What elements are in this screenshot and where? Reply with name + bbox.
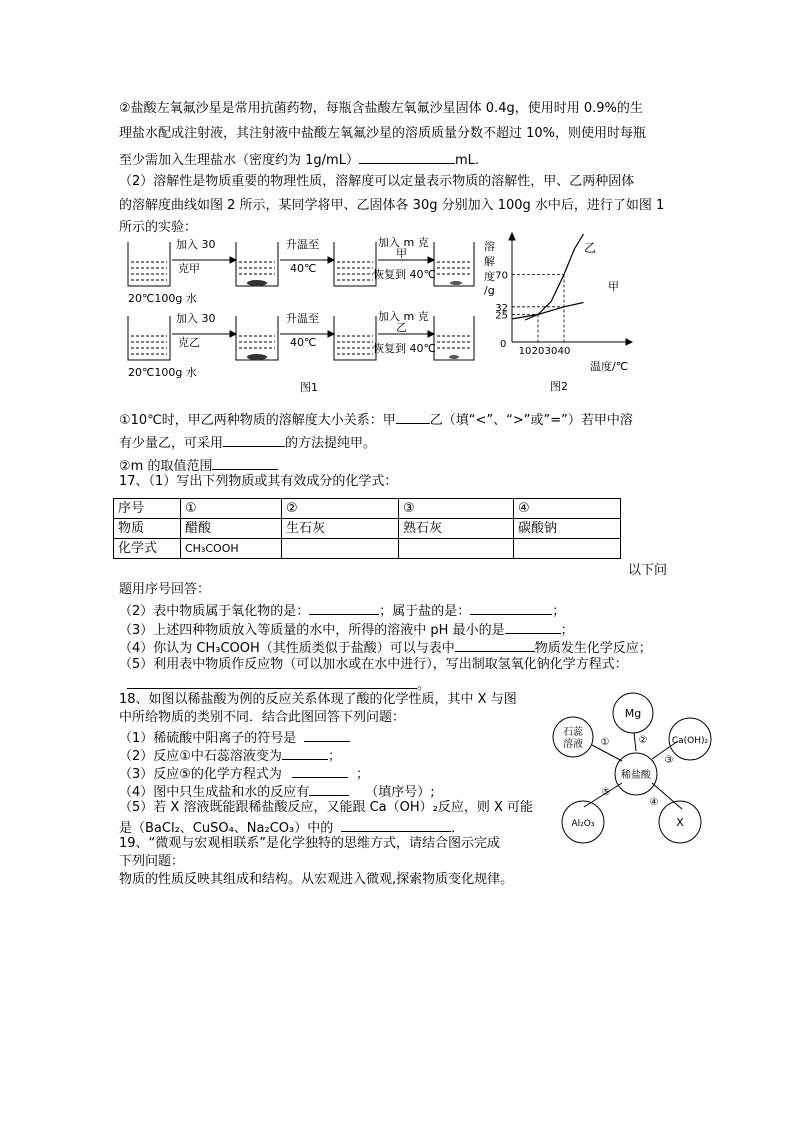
q17-q3-text-a: （3）上述四种物质放入等质量的水中，所得的溶液中 pH 最小的是 [119,623,505,638]
table-cell: 化学式 [114,539,181,559]
edge-label-3: ③ [664,755,674,766]
table-cell-answer[interactable] [514,539,621,559]
q19-line1: 19、“微观与宏观相联系”是化学独特的思维方式，请结合图示完成 [119,836,501,851]
q16-sub2-text: ②m 的取值范围 [119,459,213,474]
q17-title: 17、（1）写出下列物质或其有效成分的化学式： [119,474,398,489]
q17-after-b: 题用序号回答： [119,582,211,597]
q18-line7: （5）若 X 溶液既能跟稀盐酸反应，又能跟 Ca（OH）₂反应，则 X 可能 [119,800,534,815]
q17-q3-text-b: ； [560,623,574,638]
answer-blank[interactable] [396,409,430,424]
q16-p2-line3: 所示的实验： [119,220,198,235]
figure-1-beakers [118,234,478,394]
q16-sub1-text-c: 有少量乙，可采用 [119,436,224,451]
precipitate-beaker-4-row2 [449,355,459,359]
arrow2-top-label-row2: 升温至 [286,312,319,325]
arrow3-mid-label-row2: 乙 [396,321,407,334]
curve-label-yi: 乙 [584,241,597,255]
node-caoh2-label: Ca(OH)₂ [671,736,709,746]
q16-sub1-line2 [119,432,376,453]
beaker-4-row1 [434,242,474,286]
y-label-char-4: /g [484,284,495,297]
node-mg-label: Mg [624,707,642,720]
edge-label-4: ④ [649,797,659,808]
beaker-3-row2 [334,316,376,360]
edge-label-1: ① [600,737,610,748]
y-label-char-3: 度 [484,270,495,283]
y-tick-label: 70 [495,270,508,282]
y-tick-label: 32 [495,302,508,314]
precipitate-beaker-2-row1 [247,280,267,286]
table-cell: ④ [514,499,621,519]
q17-after-a: 以下问 [628,563,668,578]
q18-line8-text-b: ． [451,821,465,836]
x-axis-arrow [626,339,632,345]
x-tick-label: 40 [557,346,571,357]
q19-line2: 下列问题： [119,854,185,869]
q16-line3-unit: mL. [454,153,479,168]
q16-sub1-line1 [119,409,633,430]
figure-1-caption: 图1 [300,381,318,394]
arrow3-top-label: 加入 m 克 [378,236,429,249]
answer-blank[interactable] [127,674,417,689]
arrow1-top-label-row2: 加入 30 [176,312,216,325]
origin-label: 0 [500,339,507,350]
q17-q4 [119,637,652,658]
node-al2o3-label: Al₂O₃ [571,819,595,829]
y-label-char-1: 溶 [484,240,495,253]
edge-label-2: ② [638,735,648,746]
table-cell: 熟石灰 [399,519,514,539]
node-x-label: X [676,816,684,829]
beaker-2-row2 [236,316,278,360]
table-cell-answer[interactable] [399,539,514,559]
answer-blank[interactable] [359,149,455,164]
q17-q2-text-c: ； [552,604,566,619]
answer-blank[interactable] [212,455,278,470]
answer-blank[interactable] [304,727,350,742]
answer-blank[interactable] [292,763,348,778]
node-center-label: 稀盐酸 [621,770,651,781]
node-litmus-label-2: 溶液 [563,739,583,750]
arrow2-bottom-label-row2: 40℃ [290,336,317,349]
table-cell: CH₃COOH [181,539,282,559]
answer-blank[interactable] [505,619,561,634]
q18-line5-text-a: （3）反应⑤的化学方程式为 [119,767,282,782]
arrow1-bottom-label: 克甲 [178,262,200,275]
table-cell: 碳酸钠 [514,519,621,539]
q17-q4-text-b: 物质发生化学反应； [534,641,652,656]
answer-blank[interactable] [455,637,535,652]
answer-blank[interactable] [309,781,349,796]
q17-q2 [119,600,565,621]
q18-line3-text: （1）稀硫酸中阳离子的符号是 [119,731,297,746]
curve-label-jia: 甲 [608,280,619,293]
q16-line2: 理盐水配成注射液，其注射液中盐酸左氧氟沙星的溶质质量分数不超过 10%，则使用时每瓶 [119,126,647,141]
table-cell-answer[interactable] [282,539,399,559]
arrow2-top-label: 升温至 [286,238,319,251]
q17-q2-text-a: （2）表中物质属于氧化物的是： [119,604,310,619]
x-tick-label: 10 [518,346,532,357]
edge-label-5: ⑤ [601,787,611,798]
x-tick-label: 20 [531,346,545,357]
x-tick-label: 30 [544,346,558,357]
beaker-3-row1 [334,242,376,286]
q18-line4-text-b: ； [327,749,341,764]
q17-q5: （5）利用表中物质作反应物（可以加水或在水中进行），写出制取氢氧化钠化学方程式： [119,657,628,672]
q16-line3 [119,149,479,170]
arrow3-bottom-label-row2: 恢复到 40℃ [373,342,436,355]
figure-2-caption: 图2 [550,380,568,393]
start-label-row2: 20℃100g 水 [128,366,197,379]
table-cell: ② [282,499,399,519]
q18-line6-text-a: （4）图中只生成盐和水的反应有 [119,785,310,800]
q18-line8-text-a: 是（BaCl₂、CuSO₄、Na₂CO₃）中的 [119,821,334,836]
link-mg [634,733,636,751]
beaker-4-row2 [434,316,474,360]
precipitate-beaker-2-row2 [247,354,267,360]
table-row [114,539,621,559]
q18-line5-text-b: ； [355,767,369,782]
q16-sub1-text-a: ①10℃时，甲乙两种物质的溶解度大小关系：甲 [119,413,396,428]
answer-blank[interactable] [470,600,552,615]
arrow3-bottom-label: 恢复到 40℃ [373,268,436,281]
q17-table [113,498,621,559]
answer-blank[interactable] [223,432,285,447]
y-label-char-2: 解 [484,255,495,268]
q18-line2: 中所给物质的类别不同．结合此图回答下列问题： [119,710,406,725]
table-cell: 生石灰 [282,519,399,539]
q16-p2-line2: 的溶解度曲线如图 2 所示，某同学将甲、乙固体各 30g 分别加入 100g 水中后，进行了如图 1 [119,198,665,213]
start-label-row1: 20℃100g 水 [128,292,197,305]
y-axis-arrow [509,233,515,240]
q16-line3-text: 至少需加入生理盐水（密度约为 1g/mL） [119,153,359,168]
figure-3-acid-diagram [548,683,724,847]
arrow2-bottom-label: 40℃ [290,262,317,275]
table-cell: 醋酸 [181,519,282,539]
q18-line1: 18、如图以稀盐酸为例的反应关系体现了酸的化学性质，其中 X 与图 [119,692,517,707]
q19-line3: 物质的性质反映其组成和结构。从宏观进入微观,探索物质变化规律。 [119,872,514,887]
table-cell: ① [181,499,282,519]
beaker-1-row1 [128,242,170,286]
answer-blank[interactable] [341,817,451,832]
answer-blank[interactable] [309,600,379,615]
arrow1-bottom-label-row2: 克乙 [178,336,200,349]
q18-line6-text-b: （填序号）; [365,785,435,800]
answer-blank[interactable] [282,745,328,760]
table-row [114,519,621,539]
beaker-1-row2 [128,316,170,360]
table-row [114,499,621,519]
beaker-2-row1 [236,242,278,286]
q16-line1: ②盐酸左氧氟沙星是常用抗菌药物，每瓶含盐酸左氧氟沙星固体 0.4g，使用时用 0.9%的生 [119,101,643,116]
q17-q2-text-b: ；属于盐的是： [379,604,471,619]
x-axis-label: 温度/℃ [590,360,629,373]
q17-q5-end: 。 [417,678,431,693]
table-cell: 物质 [114,519,181,539]
precipitate-beaker-4-row1 [450,281,462,285]
q16-sub1-text-b: 乙（填“<”、“>”或”=”）若甲中溶 [429,413,633,428]
figure-2-solubility-chart [478,230,638,398]
q18-line4-text-a: （2）反应①中石蕊溶液变为 [119,749,282,764]
table-cell: 序号 [114,499,181,519]
table-cell: ③ [399,499,514,519]
q17-q4-text-a: （4）你认为 CH₃COOH（其性质类似于盐酸）可以与表中 [119,641,455,656]
arrow3-top-label-row2: 加入 m 克 [378,310,429,323]
arrow1-top-label: 加入 30 [176,238,216,251]
y-tick-label: 25 [495,310,508,322]
q16-p2-line1: （2）溶解性是物质重要的物理性质，溶解度可以定量表示物质的溶解性，甲、乙两种固体 [119,174,635,189]
q16-sub1-text-d: 的方法提纯甲。 [285,436,377,451]
node-litmus-label-1: 石蕊 [563,727,583,738]
arrow3-mid-label: 甲 [396,247,407,260]
